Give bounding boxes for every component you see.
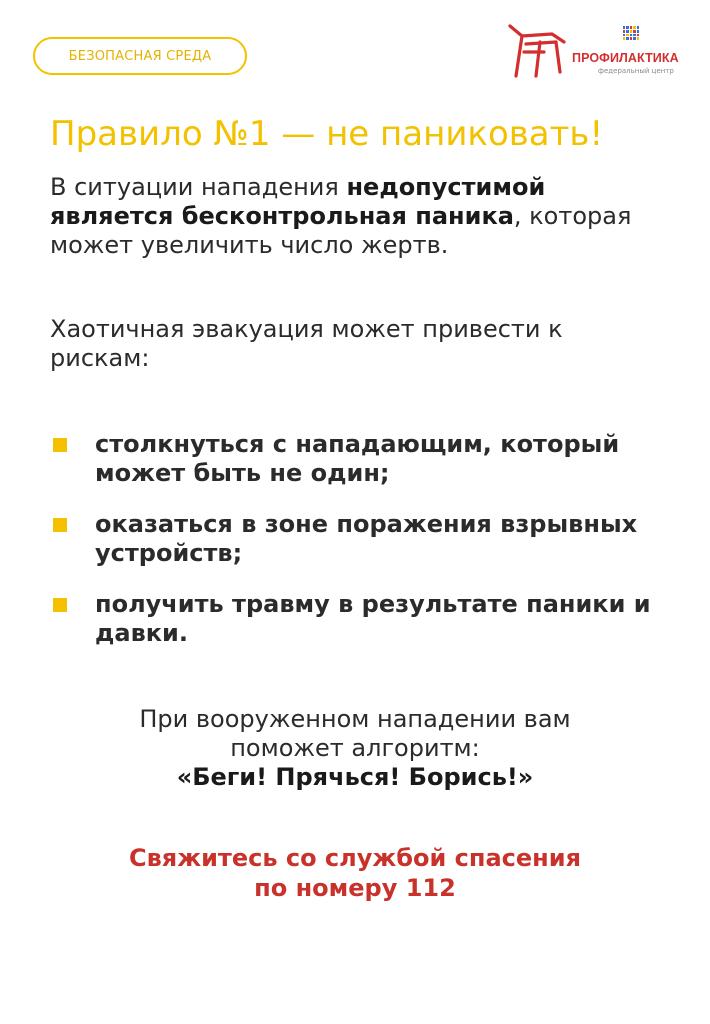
intro-paragraph [50,173,650,260]
intro-text-start: В ситуации нападения [50,173,347,201]
page-title: Правило №1 — не паниковать! [50,114,604,154]
emergency-contact [0,843,710,903]
risk-text: столкнуться с нападающим, который может быть не один; [95,430,620,487]
logo-subtitle: федеральный центр [598,67,674,75]
algorithm-block [0,705,710,792]
logo-grid-icon [623,26,639,40]
risks-list [50,430,670,670]
profilaktika-logo [500,22,690,82]
yellow-square-bullet-icon [53,438,67,452]
risks-intro: Хаотичная эвакуация может привести к рискам: [50,315,563,372]
red-chair-logo-icon [500,22,568,80]
yellow-square-bullet-icon [53,518,67,532]
yellow-square-bullet-icon [53,598,67,612]
intro-bold-text: недопустимой является бесконтрольная паника [50,173,546,230]
list-item [50,590,670,648]
risk-text: оказаться в зоне поражения взрывных устройств; [95,510,638,567]
algorithm-slogan: «Беги! Прячься! Борись!» [176,763,534,791]
risk-text: получить травму в результате паники и давки. [95,590,651,647]
algorithm-text: При вооруженном нападении вам поможет алгоритм: [139,705,571,762]
list-item [50,510,670,568]
section-badge: БЕЗОПАСНАЯ СРЕДА [33,37,247,75]
intro-text-end: , которая может увеличить число жертв. [50,202,632,259]
contact-line-1: Свяжитесь со службой спасения [129,844,581,872]
logo-name: ПРОФИЛАКТИКА [572,51,679,65]
list-item [50,430,670,488]
contact-line-2: по номеру 112 [254,874,456,902]
